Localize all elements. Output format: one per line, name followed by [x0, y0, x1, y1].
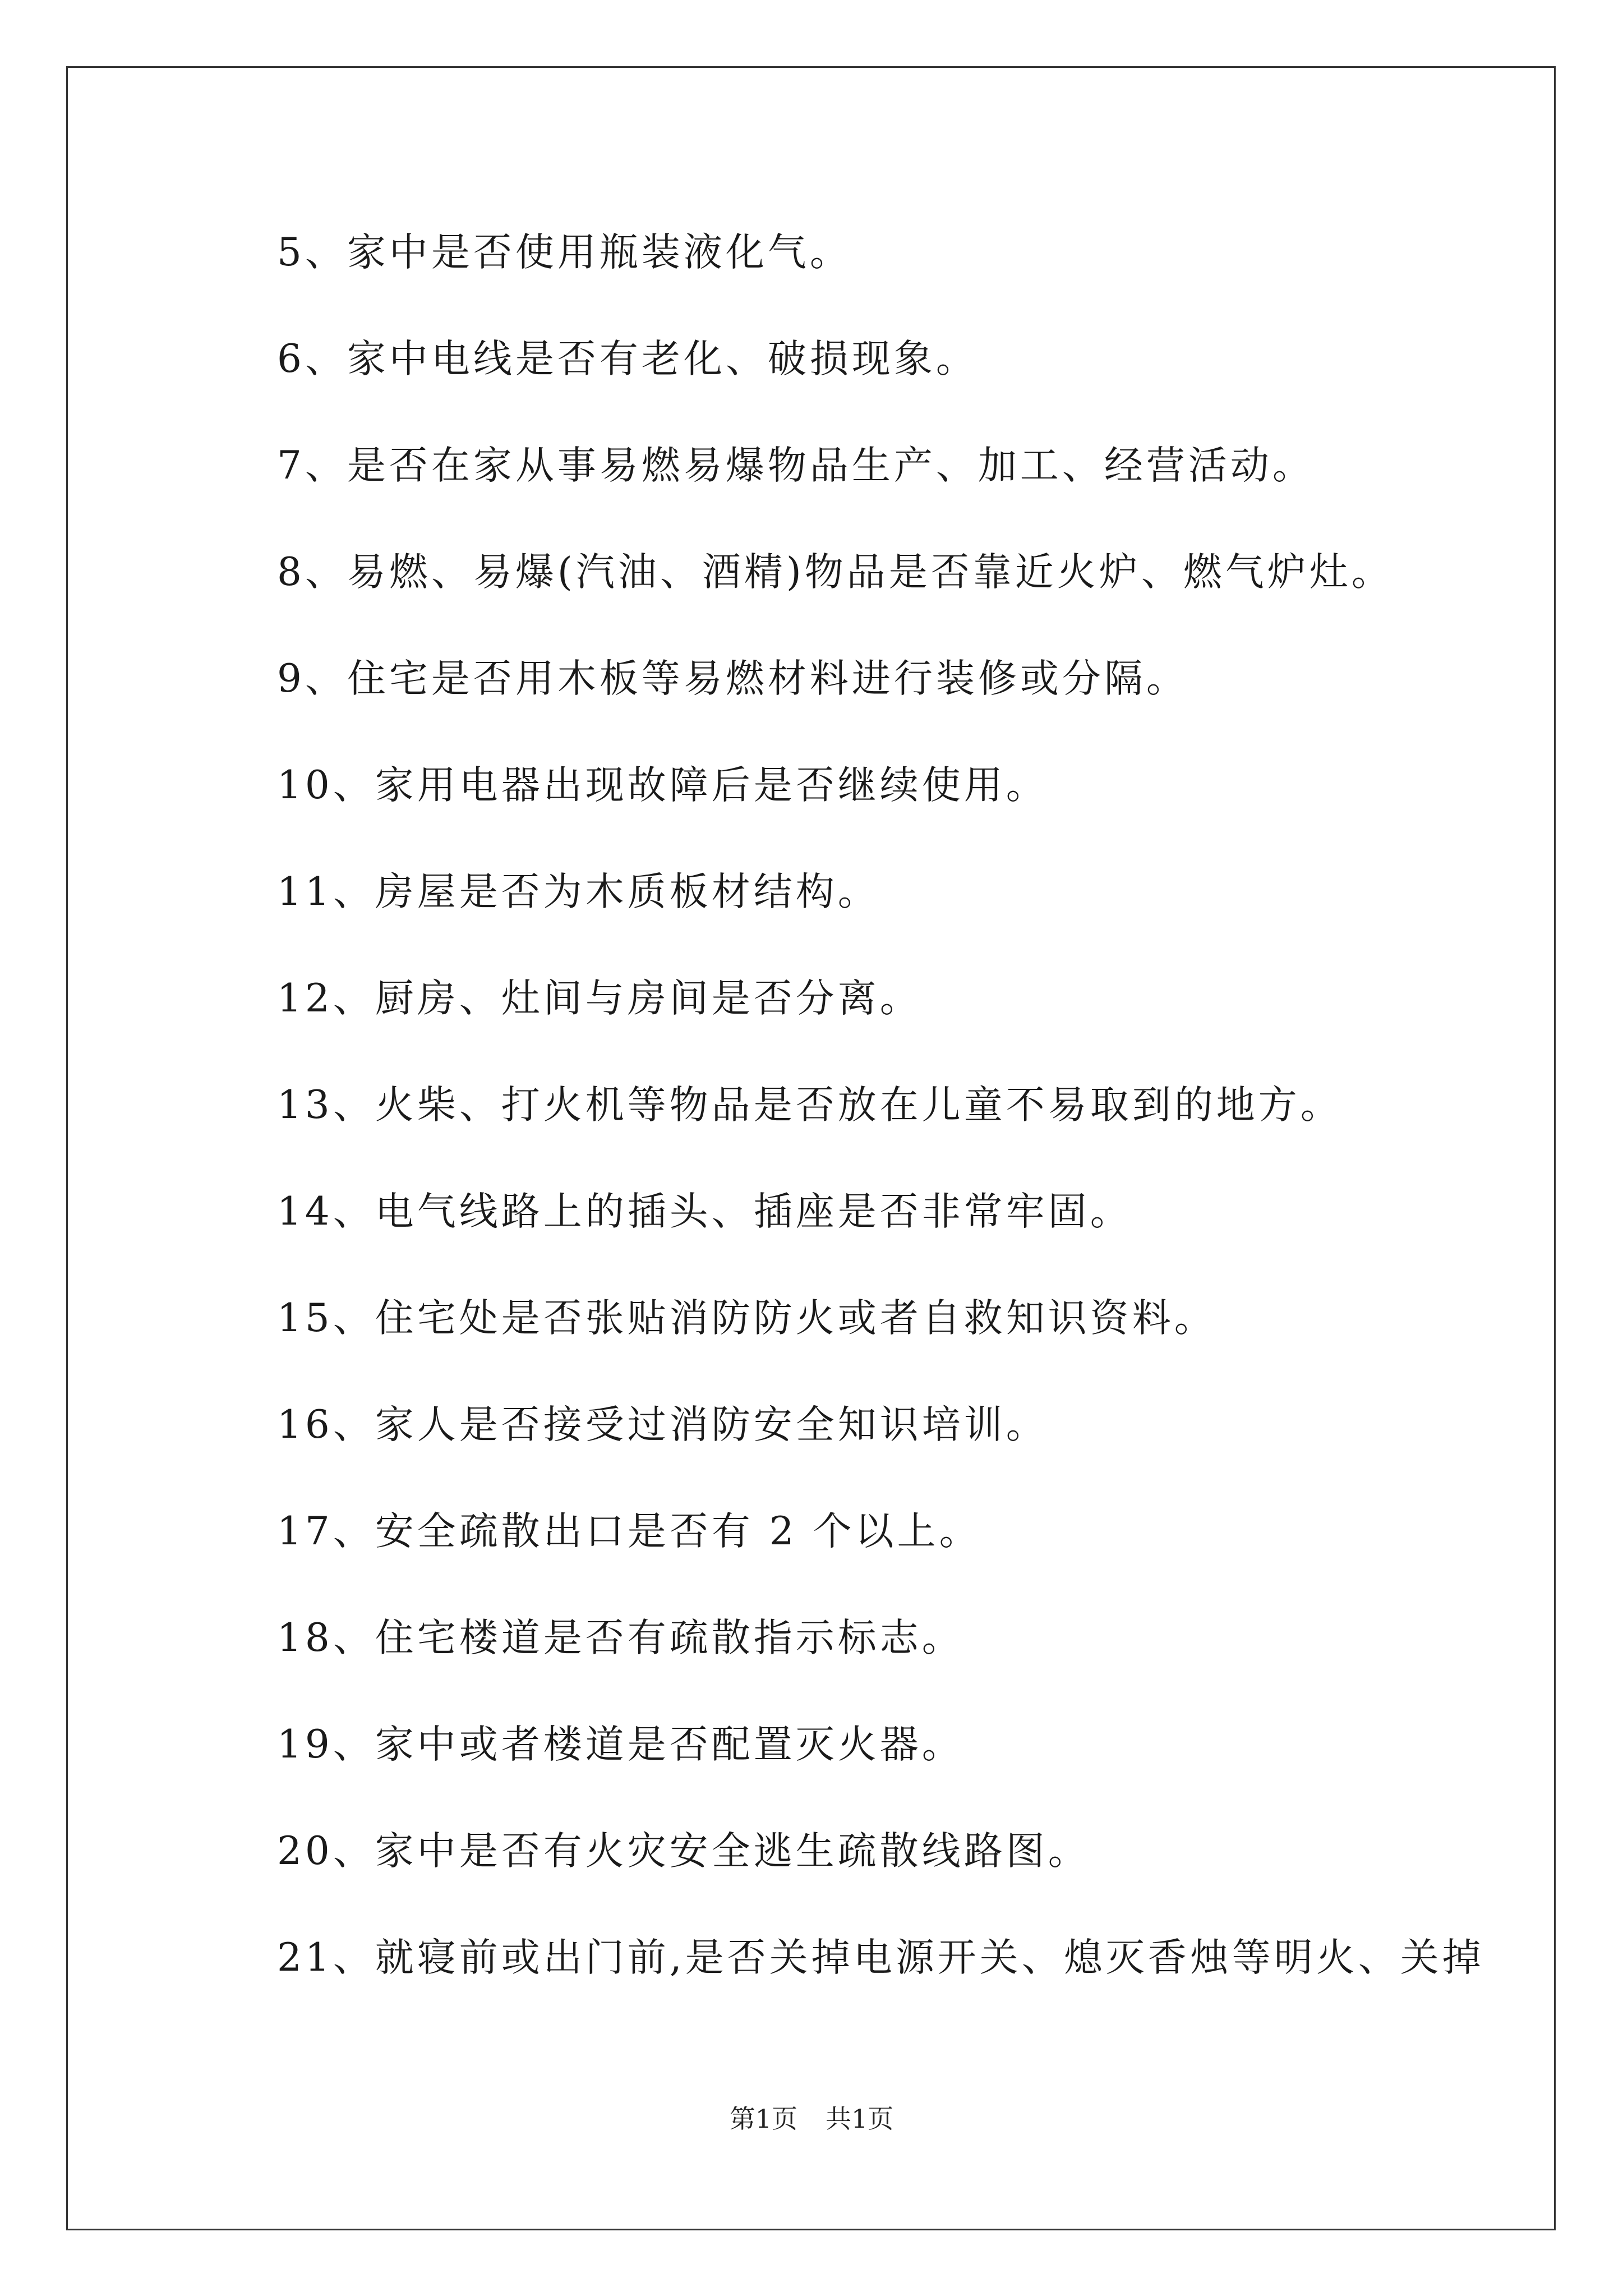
checklist-line: 14、电气线路上的插头、插座是否非常牢固。 [277, 1189, 1132, 1234]
checklist-line: 11、房屋是否为木质板材结构。 [277, 869, 880, 914]
checklist-line: 15、住宅处是否张贴消防防火或者自救知识资料。 [277, 1296, 1216, 1341]
page-footer [0, 2102, 1623, 2136]
checklist-line: 10、家用电器出现故障后是否继续使用。 [277, 763, 1048, 808]
checklist-line: 7、是否在家从事易燃易爆物品生产、加工、经营活动。 [277, 443, 1315, 488]
checklist-line: 16、家人是否接受过消防安全知识培训。 [277, 1402, 1048, 1447]
checklist-line: 13、火柴、打火机等物品是否放在儿童不易取到的地方。 [277, 1083, 1343, 1128]
checklist-line: 20、家中是否有火灾安全逃生疏散线路图。 [277, 1829, 1090, 1874]
page-total: 共1页 [826, 2104, 894, 2134]
checklist-line: 12、厨房、灶间与房间是否分离。 [277, 976, 922, 1021]
checklist-line: 18、住宅楼道是否有疏散指示标志。 [277, 1616, 964, 1660]
checklist-line: 21、就寝前或出门前,是否关掉电源开关、熄灭香烛等明火、关掉 [277, 1935, 1484, 1980]
checklist-line: 8、易燃、易爆(汽油、酒精)物品是否靠近火炉、燃气炉灶。 [277, 550, 1394, 595]
checklist-line: 5、家中是否使用瓶装液化气。 [277, 230, 852, 275]
checklist-line: 19、家中或者楼道是否配置灭火器。 [277, 1722, 964, 1767]
checklist-line: 17、安全疏散出口是否有 2 个以上。 [277, 1509, 981, 1554]
checklist-line: 9、住宅是否用木板等易燃材料进行装修或分隔。 [277, 656, 1188, 701]
checklist-line: 6、家中电线是否有老化、破损现象。 [277, 337, 978, 381]
page-number: 第1页 [729, 2104, 797, 2134]
document-body [277, 224, 1511, 2036]
